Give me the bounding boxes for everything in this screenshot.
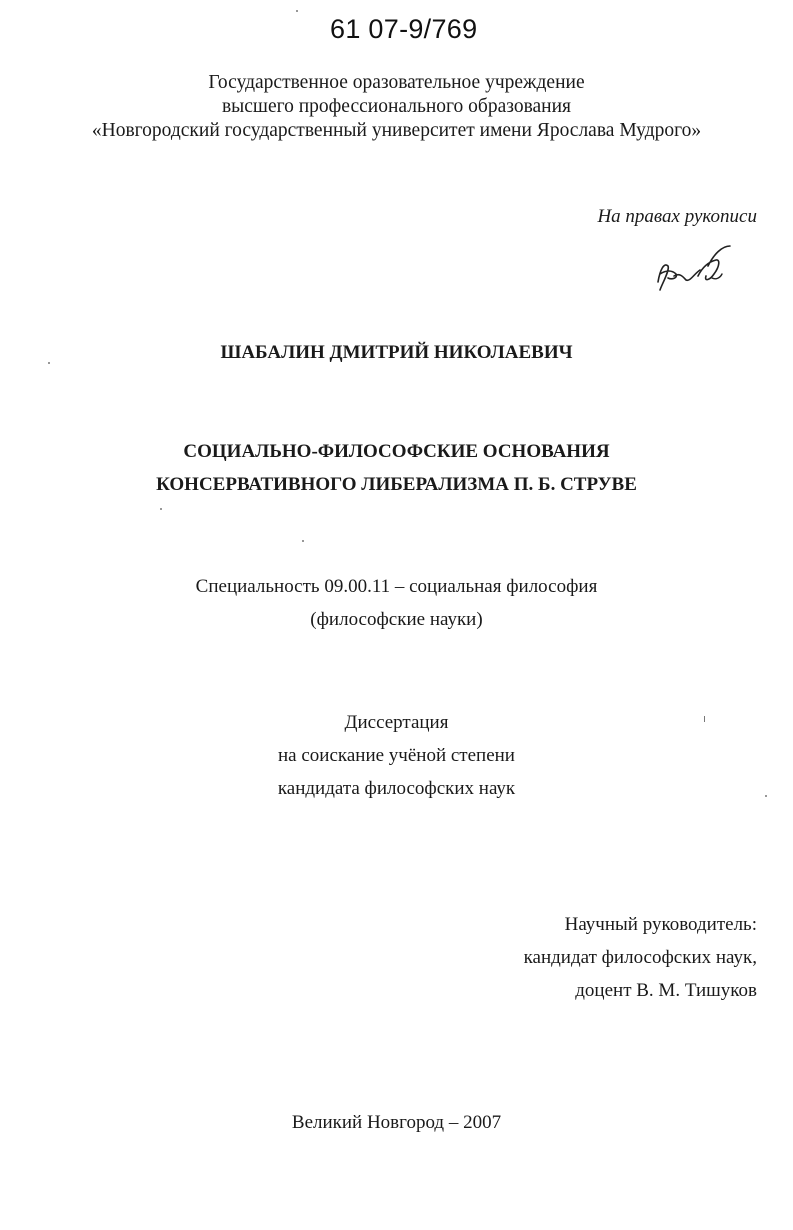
title-line-2: КОНСЕРВАТИВНОГО ЛИБЕРАЛИЗМА П. Б. СТРУВЕ bbox=[156, 474, 637, 495]
author-name: ШАБАЛИН ДМИТРИЙ НИКОЛАЕВИЧ bbox=[220, 342, 573, 363]
title-line-1: СОЦИАЛЬНО-ФИЛОСОФСКИЕ ОСНОВАНИЯ bbox=[183, 441, 610, 462]
institution-line-2: высшего профессионального образования bbox=[221, 96, 572, 117]
dissertation-line-3: кандидата философских наук bbox=[277, 778, 516, 799]
scan-speck bbox=[765, 795, 767, 797]
dissertation-line-1: Диссертация bbox=[344, 712, 449, 733]
specialty-line-2: (философские науки) bbox=[310, 609, 483, 630]
scan-speck bbox=[160, 508, 162, 510]
supervisor-degree: кандидат философских наук, bbox=[523, 947, 757, 968]
scan-speck bbox=[48, 362, 50, 364]
supervisor-label: Научный руководитель: bbox=[564, 914, 757, 935]
registration-code: 61 07-9/769 bbox=[330, 14, 478, 44]
supervisor-name: доцент В. М. Тишуков bbox=[575, 980, 757, 1001]
specialty-line-1: Специальность 09.00.11 – социальная философия bbox=[195, 576, 598, 597]
institution-line-3: «Новгородский государственный университет имени Ярослава Мудрого» bbox=[91, 120, 702, 141]
manuscript-note: На правах рукописи bbox=[597, 206, 757, 227]
scan-speck bbox=[704, 716, 705, 722]
author-signature bbox=[650, 240, 740, 298]
dissertation-line-2: на соискание учёной степени bbox=[278, 745, 515, 766]
scan-speck bbox=[302, 540, 304, 542]
place-year: Великий Новгород – 2007 bbox=[291, 1112, 502, 1133]
scan-speck bbox=[296, 10, 298, 12]
institution-line-1: Государственное оразовательное учреждение bbox=[208, 72, 585, 93]
